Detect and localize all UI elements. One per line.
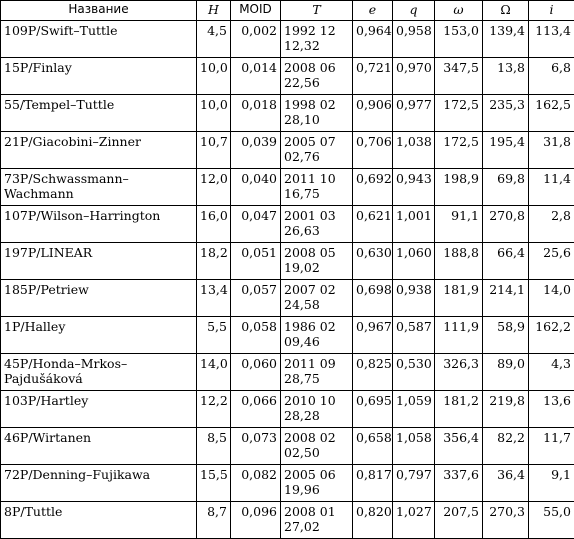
table-row [1, 132, 574, 169]
cell-e: 0,630 [353, 243, 393, 280]
cell-omega-capital: 219,8 [483, 391, 529, 428]
date-line: 2008 02 [284, 430, 349, 445]
header-name: Название [1, 1, 197, 21]
name-line: 1P/Halley [4, 319, 193, 334]
table-row [1, 428, 574, 465]
date-line: 2001 03 [284, 208, 349, 223]
table-row [1, 206, 574, 243]
cell-e: 0,721 [353, 58, 393, 95]
table-row [1, 391, 574, 428]
cell-omega-small: 111,9 [435, 317, 483, 354]
cell-e: 0,964 [353, 21, 393, 58]
cell-q: 0,943 [393, 169, 435, 206]
name-line: Wachmann [4, 186, 193, 201]
cell-t [281, 58, 353, 95]
date-line: 26,63 [284, 223, 349, 238]
cell-moid: 0,073 [231, 428, 281, 465]
cell-e: 0,698 [353, 280, 393, 317]
date-line: 2008 05 [284, 245, 349, 260]
table-row [1, 317, 574, 354]
cell-i: 4,3 [529, 354, 574, 391]
cell-q: 1,058 [393, 428, 435, 465]
cell-omega-capital: 139,4 [483, 21, 529, 58]
cell-moid: 0,058 [231, 317, 281, 354]
date-line: 28,75 [284, 371, 349, 386]
cell-i: 11,7 [529, 428, 574, 465]
cell-name [1, 132, 197, 169]
table-row [1, 95, 574, 132]
header-row [1, 1, 574, 21]
cell-h: 8,5 [197, 428, 231, 465]
header-h: H [197, 1, 231, 21]
date-line: 19,02 [284, 260, 349, 275]
cell-i: 113,4 [529, 21, 574, 58]
date-line: 09,46 [284, 334, 349, 349]
cell-h: 13,4 [197, 280, 231, 317]
cell-h: 10,0 [197, 95, 231, 132]
date-line: 2011 10 [284, 171, 349, 186]
cell-i: 9,1 [529, 465, 574, 502]
cell-q: 1,027 [393, 502, 435, 539]
date-line: 12,32 [284, 38, 349, 53]
cell-moid: 0,040 [231, 169, 281, 206]
cell-h: 5,5 [197, 317, 231, 354]
cell-h: 15,5 [197, 465, 231, 502]
date-line: 02,76 [284, 149, 349, 164]
table-row [1, 280, 574, 317]
name-line: 73P/Schwassmann– [4, 171, 193, 186]
cell-i: 55,0 [529, 502, 574, 539]
cell-name [1, 58, 197, 95]
cell-name [1, 391, 197, 428]
cell-name [1, 21, 197, 58]
cell-h: 12,0 [197, 169, 231, 206]
cell-omega-small: 153,0 [435, 21, 483, 58]
cell-i: 162,5 [529, 95, 574, 132]
cell-t [281, 280, 353, 317]
cell-moid: 0,060 [231, 354, 281, 391]
cell-t [281, 354, 353, 391]
cell-name [1, 280, 197, 317]
cell-t [281, 502, 353, 539]
cell-e: 0,706 [353, 132, 393, 169]
cell-omega-small: 172,5 [435, 132, 483, 169]
cell-h: 10,0 [197, 58, 231, 95]
cell-omega-small: 172,5 [435, 95, 483, 132]
cell-i: 162,2 [529, 317, 574, 354]
cell-moid: 0,047 [231, 206, 281, 243]
cell-q: 0,587 [393, 317, 435, 354]
cell-i: 2,8 [529, 206, 574, 243]
cell-omega-small: 347,5 [435, 58, 483, 95]
cell-q: 1,001 [393, 206, 435, 243]
cell-omega-capital: 89,0 [483, 354, 529, 391]
date-line: 28,10 [284, 112, 349, 127]
cell-i: 14,0 [529, 280, 574, 317]
header-omega-capital: Ω [483, 1, 529, 21]
date-line: 2011 09 [284, 356, 349, 371]
cell-q: 1,060 [393, 243, 435, 280]
header-i: i [529, 1, 574, 21]
cell-e: 0,621 [353, 206, 393, 243]
date-line: 2010 10 [284, 393, 349, 408]
cell-omega-capital: 195,4 [483, 132, 529, 169]
cell-q: 0,938 [393, 280, 435, 317]
cell-q: 0,977 [393, 95, 435, 132]
cell-moid: 0,051 [231, 243, 281, 280]
cell-i: 11,4 [529, 169, 574, 206]
name-line: 8P/Tuttle [4, 504, 193, 519]
date-line: 2007 02 [284, 282, 349, 297]
cell-name [1, 169, 197, 206]
date-line: 28,28 [284, 408, 349, 423]
cell-name [1, 428, 197, 465]
date-line: 27,02 [284, 519, 349, 534]
cell-moid: 0,057 [231, 280, 281, 317]
name-line: 45P/Honda–Mrkos– [4, 356, 193, 371]
date-line: 2008 06 [284, 60, 349, 75]
cell-q: 1,059 [393, 391, 435, 428]
cell-h: 18,2 [197, 243, 231, 280]
cell-name [1, 317, 197, 354]
cell-i: 31,8 [529, 132, 574, 169]
name-line: 55/Tempel–Tuttle [4, 97, 193, 112]
cell-omega-capital: 69,8 [483, 169, 529, 206]
date-line: 16,75 [284, 186, 349, 201]
name-line: 103P/Hartley [4, 393, 193, 408]
cell-omega-small: 326,3 [435, 354, 483, 391]
name-line: Pajdušáková [4, 371, 193, 386]
cell-e: 0,817 [353, 465, 393, 502]
cell-omega-small: 181,2 [435, 391, 483, 428]
date-line: 19,96 [284, 482, 349, 497]
cell-omega-small: 207,5 [435, 502, 483, 539]
cell-moid: 0,014 [231, 58, 281, 95]
cell-h: 4,5 [197, 21, 231, 58]
cell-omega-capital: 66,4 [483, 243, 529, 280]
date-line: 1986 02 [284, 319, 349, 334]
cell-omega-capital: 13,8 [483, 58, 529, 95]
table-row [1, 354, 574, 391]
cell-e: 0,692 [353, 169, 393, 206]
cell-t [281, 465, 353, 502]
table-row [1, 58, 574, 95]
cell-t [281, 21, 353, 58]
date-line: 1998 02 [284, 97, 349, 112]
header-t: T [281, 1, 353, 21]
cell-h: 14,0 [197, 354, 231, 391]
cell-name [1, 206, 197, 243]
table-row [1, 169, 574, 206]
cell-omega-capital: 235,3 [483, 95, 529, 132]
cell-moid: 0,082 [231, 465, 281, 502]
table-row [1, 502, 574, 539]
cell-omega-small: 181,9 [435, 280, 483, 317]
cell-name [1, 465, 197, 502]
cell-omega-capital: 214,1 [483, 280, 529, 317]
cell-e: 0,967 [353, 317, 393, 354]
cell-moid: 0,066 [231, 391, 281, 428]
name-line: 109P/Swift–Tuttle [4, 23, 193, 38]
cell-moid: 0,096 [231, 502, 281, 539]
cell-omega-small: 188,8 [435, 243, 483, 280]
header-e: e [353, 1, 393, 21]
date-line: 22,56 [284, 75, 349, 90]
cell-q: 1,038 [393, 132, 435, 169]
cell-q: 0,530 [393, 354, 435, 391]
cell-e: 0,695 [353, 391, 393, 428]
cell-name [1, 95, 197, 132]
cell-e: 0,825 [353, 354, 393, 391]
name-line: 46P/Wirtanen [4, 430, 193, 445]
name-line: 15P/Finlay [4, 60, 193, 75]
cell-omega-capital: 58,9 [483, 317, 529, 354]
table-row [1, 21, 574, 58]
cell-t [281, 132, 353, 169]
cell-h: 8,7 [197, 502, 231, 539]
name-line: 185P/Petriew [4, 282, 193, 297]
cell-name [1, 354, 197, 391]
cell-name [1, 502, 197, 539]
cell-t [281, 317, 353, 354]
cell-t [281, 169, 353, 206]
name-line: 107P/Wilson–Harrington [4, 208, 193, 223]
header-q: q [393, 1, 435, 21]
cell-e: 0,906 [353, 95, 393, 132]
cell-e: 0,658 [353, 428, 393, 465]
date-line: 2008 01 [284, 504, 349, 519]
cell-moid: 0,018 [231, 95, 281, 132]
cell-t [281, 95, 353, 132]
header-omega-small: ω [435, 1, 483, 21]
cell-omega-small: 337,6 [435, 465, 483, 502]
cell-omega-small: 198,9 [435, 169, 483, 206]
cell-omega-capital: 270,3 [483, 502, 529, 539]
cell-omega-capital: 270,8 [483, 206, 529, 243]
cell-t [281, 391, 353, 428]
date-line: 2005 06 [284, 467, 349, 482]
header-moid: MOID [231, 1, 281, 21]
name-line: 197P/LINEAR [4, 245, 193, 260]
table-row [1, 243, 574, 280]
cell-e: 0,820 [353, 502, 393, 539]
cell-moid: 0,002 [231, 21, 281, 58]
cell-i: 6,8 [529, 58, 574, 95]
cell-q: 0,958 [393, 21, 435, 58]
cell-omega-small: 91,1 [435, 206, 483, 243]
cell-moid: 0,039 [231, 132, 281, 169]
date-line: 2005 07 [284, 134, 349, 149]
cell-h: 12,2 [197, 391, 231, 428]
table-row [1, 465, 574, 502]
cell-omega-capital: 36,4 [483, 465, 529, 502]
cell-h: 16,0 [197, 206, 231, 243]
cell-omega-capital: 82,2 [483, 428, 529, 465]
cell-t [281, 243, 353, 280]
cell-omega-small: 356,4 [435, 428, 483, 465]
name-line: 21P/Giacobini–Zinner [4, 134, 193, 149]
cell-t [281, 428, 353, 465]
date-line: 02,50 [284, 445, 349, 460]
date-line: 1992 12 [284, 23, 349, 38]
cell-i: 13,6 [529, 391, 574, 428]
cell-name [1, 243, 197, 280]
name-line: 72P/Denning–Fujikawa [4, 467, 193, 482]
date-line: 24,58 [284, 297, 349, 312]
cell-t [281, 206, 353, 243]
cell-i: 25,6 [529, 243, 574, 280]
cell-h: 10,7 [197, 132, 231, 169]
cell-q: 0,970 [393, 58, 435, 95]
cell-q: 0,797 [393, 465, 435, 502]
